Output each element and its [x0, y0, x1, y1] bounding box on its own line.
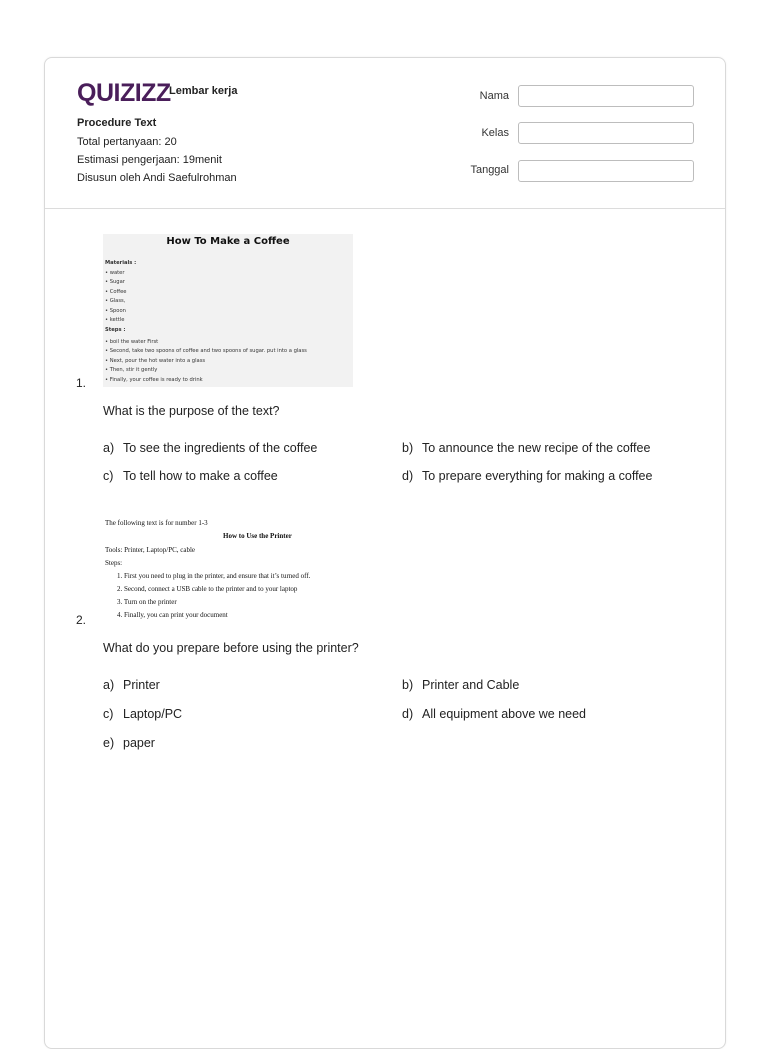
material-item: • kettle: [105, 317, 125, 323]
class-field[interactable]: [518, 122, 694, 144]
option-text: Printer: [123, 678, 160, 692]
question-1-number: 1.: [76, 376, 87, 390]
name-label: Nama: [479, 90, 509, 102]
question-1-image: [103, 234, 353, 387]
option-text: To announce the new recipe of the coffee: [422, 441, 651, 455]
step-item: 2. Second, connect a USB cable to the printer and to your laptop: [117, 585, 298, 593]
worksheet-header: [45, 58, 725, 209]
option-letter: d): [402, 469, 414, 483]
question-1-text: What is the purpose of the text?: [103, 404, 280, 418]
image-title: How To Make a Coffee: [166, 236, 290, 247]
total-questions: Total pertanyaan: 20: [77, 136, 177, 148]
option-text: paper: [123, 736, 155, 750]
image-tools: Tools: Printer, Laptop/PC, cable: [105, 546, 196, 554]
step-item: • boil the water First: [105, 339, 159, 345]
question-2-number: 2.: [76, 613, 87, 627]
author: Disusun oleh Andi Saefulrohman: [77, 172, 237, 184]
steps-heading: Steps:: [105, 559, 123, 567]
step-item: • Finally, your coffee is ready to drink: [105, 377, 203, 383]
image-title: How to Use the Printer: [223, 532, 292, 540]
q2-option-d[interactable]: [402, 707, 586, 721]
quiz-title: Procedure Text: [77, 117, 157, 129]
worksheet: [44, 57, 726, 1049]
name-field[interactable]: [518, 85, 694, 107]
date-field[interactable]: [518, 160, 694, 182]
option-letter: c): [103, 707, 114, 721]
question-2-text: What do you prepare before using the printer?: [103, 641, 359, 655]
q1-option-a[interactable]: [103, 441, 317, 455]
option-text: To prepare everything for making a coffee: [422, 469, 653, 483]
q1-option-d[interactable]: [402, 469, 652, 483]
step-item: • Second, take two spoons of coffee and two spoons of sugar. put into a glass: [105, 348, 307, 354]
option-letter: a): [103, 441, 115, 455]
option-text: Printer and Cable: [422, 678, 520, 692]
option-letter: e): [103, 736, 115, 750]
step-item: • Then, stir it gently: [105, 367, 158, 373]
option-letter: b): [402, 441, 414, 455]
q2-option-b[interactable]: [402, 678, 519, 692]
material-item: • Coffee: [105, 289, 127, 295]
q1-option-b[interactable]: [402, 441, 650, 455]
estimated-time: Estimasi pengerjaan: 19menit: [77, 154, 222, 166]
date-label: Tanggal: [470, 164, 509, 176]
step-item: 3. Turn on the printer: [117, 598, 177, 606]
q2-option-c[interactable]: [103, 707, 182, 721]
question-2-image: [105, 516, 345, 626]
material-item: • water: [105, 270, 125, 276]
option-letter: b): [402, 678, 414, 692]
q1-option-c[interactable]: [103, 469, 278, 483]
materials-heading: Materials :: [105, 260, 137, 266]
option-letter: a): [103, 678, 115, 692]
image-intro: The following text is for number 1-3: [105, 519, 208, 527]
option-text: All equipment above we need: [422, 707, 587, 721]
option-letter: d): [402, 707, 414, 721]
q2-option-a[interactable]: [103, 678, 160, 692]
step-item: 1. First you need to plug in the printer, and ensure that it’s turned off.: [117, 572, 311, 580]
worksheet-label: Lembar kerja: [169, 85, 238, 97]
material-item: • Sugar: [105, 279, 125, 285]
option-text: To tell how to make a coffee: [123, 469, 278, 483]
step-item: • Next, pour the hot water into a glass: [105, 358, 206, 364]
class-label: Kelas: [481, 127, 509, 139]
material-item: • Glass,: [105, 298, 126, 304]
option-text: To see the ingredients of the coffee: [123, 441, 318, 455]
step-item: 4. Finally, you can print your document: [117, 611, 228, 619]
quizizz-logo: QUIZIZZ: [77, 79, 171, 107]
q2-option-e[interactable]: [103, 736, 155, 750]
material-item: • Spoon: [105, 308, 126, 314]
steps-heading: Steps :: [105, 327, 126, 333]
option-letter: c): [103, 469, 114, 483]
option-text: Laptop/PC: [123, 707, 183, 721]
